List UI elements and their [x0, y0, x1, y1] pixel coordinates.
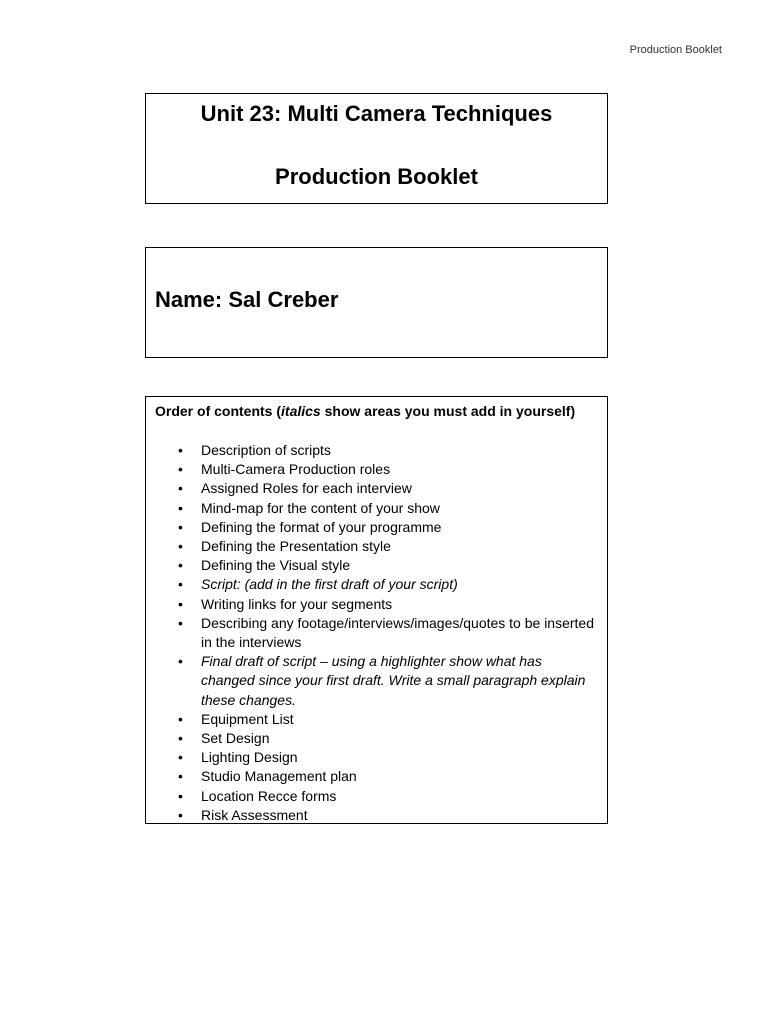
- contents-item-text: Writing links for your segments: [201, 595, 393, 612]
- contents-item-text: Lighting Design: [201, 749, 298, 766]
- bullet-icon: •: [178, 710, 183, 727]
- contents-item-text: Script: (add in the first draft of your script): [201, 576, 458, 593]
- contents-item-text: Final draft of script – using a highlighter show what has changed since your first draft. Write a small paragraph explain these changes.: [201, 653, 586, 708]
- unit-title: Unit 23: Multi Camera Techniques: [200, 101, 553, 126]
- title-box: [145, 93, 608, 204]
- contents-item: [146, 499, 607, 518]
- contents-item-text: Assigned Roles for each interview: [201, 480, 412, 497]
- contents-item-text: Mind-map for the content of your show: [201, 499, 440, 516]
- bullet-icon: •: [178, 538, 183, 555]
- contents-item: [146, 595, 607, 614]
- running-header: Production Booklet: [629, 44, 722, 56]
- bullet-icon: •: [178, 576, 183, 593]
- contents-item: [146, 652, 607, 710]
- bullet-icon: •: [178, 480, 183, 497]
- contents-heading-post: show areas you must add in yourself): [320, 403, 576, 419]
- contents-item: [146, 518, 607, 537]
- contents-item-text: Defining the Visual style: [201, 557, 351, 574]
- contents-item-text: Studio Management plan: [201, 768, 357, 785]
- contents-item: [146, 787, 607, 806]
- contents-item: [146, 710, 607, 729]
- contents-item: [146, 556, 607, 575]
- booklet-title: Production Booklet: [275, 164, 478, 189]
- contents-item: [146, 479, 607, 498]
- name-box: [145, 247, 608, 358]
- bullet-icon: •: [178, 557, 183, 574]
- contents-item-text: Defining the Presentation style: [201, 538, 391, 555]
- contents-heading: [155, 403, 575, 419]
- contents-item: [146, 575, 607, 594]
- bullet-icon: •: [178, 518, 183, 535]
- contents-box: [145, 396, 608, 824]
- bullet-icon: •: [178, 499, 183, 516]
- contents-item: [146, 441, 607, 460]
- bullet-icon: •: [178, 787, 183, 804]
- contents-item: [146, 537, 607, 556]
- contents-item-text: Set Design: [201, 730, 270, 747]
- bullet-icon: •: [178, 749, 183, 766]
- bullet-icon: •: [178, 768, 183, 785]
- contents-item-text: Describing any footage/interviews/images/quotes to be inserted in the interviews: [201, 614, 594, 651]
- bullet-icon: •: [178, 614, 183, 631]
- contents-item: [146, 767, 607, 786]
- contents-item-text: Location Recce forms: [201, 787, 337, 804]
- bullet-icon: •: [178, 595, 183, 612]
- contents-item-text: Risk Assessment: [201, 806, 308, 823]
- contents-item: [146, 748, 607, 767]
- contents-heading-italic: italics: [281, 403, 321, 419]
- bullet-icon: •: [178, 653, 183, 670]
- contents-item-text: Description of scripts: [201, 442, 331, 458]
- bullet-icon: •: [178, 730, 183, 747]
- contents-item-text: Multi-Camera Production roles: [201, 461, 391, 478]
- contents-item: [146, 729, 607, 748]
- contents-item-text: Defining the format of your programme: [201, 518, 442, 535]
- bullet-icon: •: [178, 461, 183, 478]
- contents-item: [146, 460, 607, 479]
- contents-heading-pre: Order of contents (: [155, 403, 282, 419]
- contents-item: [146, 614, 607, 652]
- contents-item-text: Equipment List: [201, 710, 294, 727]
- contents-item: [146, 806, 607, 824]
- contents-list: [146, 441, 607, 824]
- bullet-icon: •: [178, 442, 183, 458]
- student-name: Name: Sal Creber: [155, 287, 339, 312]
- bullet-icon: •: [178, 806, 183, 823]
